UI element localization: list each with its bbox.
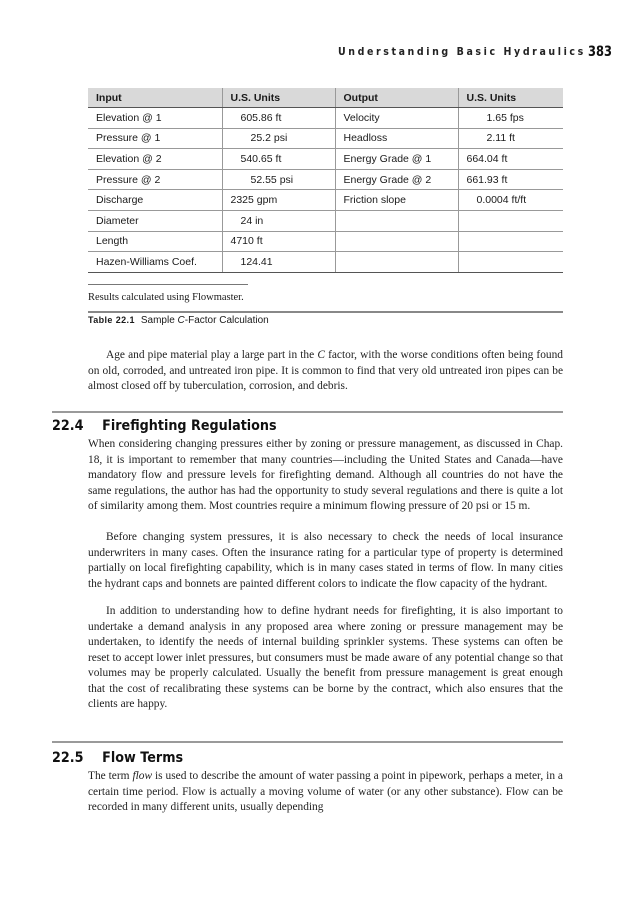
table-row — [88, 149, 563, 170]
table-cell: 124.41 — [222, 252, 335, 273]
table-cell: Discharge — [88, 190, 222, 211]
table-row — [88, 231, 563, 252]
table-cell: 605.86 ft — [222, 108, 335, 129]
section-heading — [52, 750, 183, 766]
table-header: Input — [88, 88, 222, 108]
table-cell: 24 in — [222, 210, 335, 231]
table-row — [88, 190, 563, 211]
caption-text-suffix: -Factor Calculation — [184, 315, 269, 326]
table-cell — [458, 210, 563, 231]
running-head: Understanding Basic Hydraulics — [338, 46, 586, 58]
section-divider — [52, 411, 563, 413]
table-row — [88, 210, 563, 231]
body-paragraph: When considering changing pressures either by zoning or pressure management, as discussed in Chap. 18, it is important to remember that many countries—including the United States and Canada—have mandatory flow and pressure levels for firefighting demand. Although all countries do not have the same regulations, the author has had the opportunity to study several regulations and there is quite a lot of similarity among them. Most countries require a minimum flowing pressure of 20 psi or 15 m. — [88, 438, 563, 512]
table-cell — [458, 231, 563, 252]
table-cell: 0.0004 ft/ft — [458, 190, 563, 211]
table-cell: 4710 ft — [222, 231, 335, 252]
note-divider — [88, 284, 248, 285]
table-cell: Friction slope — [335, 190, 458, 211]
section-heading — [52, 418, 277, 434]
table-header: Output — [335, 88, 458, 108]
table-caption — [88, 315, 269, 326]
table-cell: Pressure @ 1 — [88, 128, 222, 149]
table-cell: Hazen-Williams Coef. — [88, 252, 222, 273]
table-header: U.S. Units — [458, 88, 563, 108]
table-cell — [335, 252, 458, 273]
table-cell: 52.55 psi — [222, 169, 335, 190]
section-number: 22.4 — [52, 418, 84, 434]
table-cell: 2325 gpm — [222, 190, 335, 211]
table-cell — [335, 210, 458, 231]
table-cell: Headloss — [335, 128, 458, 149]
caption-divider — [88, 311, 563, 313]
table-cell — [458, 252, 563, 273]
section-number: 22.5 — [52, 750, 84, 766]
table-header: U.S. Units — [222, 88, 335, 108]
page-number: 383 — [588, 44, 612, 60]
table-row — [88, 169, 563, 190]
intro-paragraph: Age and pipe material play a large part in the C factor, with the worse conditions often being found on old, corroded, and untreated iron pipe. It is common to find that very old untreated iron pipes can be almost closed off by tuberculation, corrosion, and debris. — [88, 349, 564, 392]
caption-text-italic: C — [177, 315, 185, 326]
section-divider — [52, 741, 563, 743]
table-cell: Length — [88, 231, 222, 252]
table-row — [88, 108, 563, 129]
table-cell: 664.04 ft — [458, 149, 563, 170]
caption-label: Table 22.1 — [88, 315, 135, 325]
table-cell: Diameter — [88, 210, 222, 231]
table-cell: Elevation @ 1 — [88, 108, 222, 129]
caption-text: Sample — [140, 315, 178, 326]
table-cell: Elevation @ 2 — [88, 149, 222, 170]
calculation-table — [88, 88, 563, 273]
body-paragraph: Before changing system pressures, it is also necessary to check the needs of local insurance underwriters in many cases. Often the insurance rating for a particular type of property is determined partially on local firefighting capability, which is in many cases stated in terms of flow. In many cities the hydrant caps and bonnets are painted different colors to indicate the flow capacity of the hydrant. — [88, 531, 563, 590]
table-cell: Energy Grade @ 1 — [335, 149, 458, 170]
table-row — [88, 252, 563, 273]
section-title: Firefighting Regulations — [102, 418, 277, 434]
body-paragraph: The term flow is used to describe the amount of water passing a point in pipework, perhaps a meter, in a certain time period. Flow is actually a moving volume of water (or any other substance). Flow can be recorded in many different units, usually depending — [88, 770, 563, 813]
table-cell: 661.93 ft — [458, 169, 563, 190]
table-cell: 540.65 ft — [222, 149, 335, 170]
table-cell: Pressure @ 2 — [88, 169, 222, 190]
table-cell: Energy Grade @ 2 — [335, 169, 458, 190]
section-title: Flow Terms — [102, 750, 184, 766]
table-cell — [335, 231, 458, 252]
table-cell: 1.65 fps — [458, 108, 563, 129]
table-cell: 25.2 psi — [222, 128, 335, 149]
body-paragraph: In addition to understanding how to define hydrant needs for firefighting, it is also important to undertake a demand analysis in any proposed area where zoning or pressure management may be undertaken, to identify the needs of internal building sprinkler systems. These systems can often be reset to accept lower inlet pressures, but consumers must be made aware of any potential change so that volumes may be properly calculated. Usually the benefit from pressure management is great enough that the cost of recalibrating these systems can be borne by the contract, which also ensures that the clients are happy. — [88, 605, 563, 710]
table-row — [88, 128, 563, 149]
table-cell: 2.11 ft — [458, 128, 563, 149]
table-cell: Velocity — [335, 108, 458, 129]
table-header-row — [88, 88, 563, 108]
table-note: Results calculated using Flowmaster. — [88, 292, 244, 303]
